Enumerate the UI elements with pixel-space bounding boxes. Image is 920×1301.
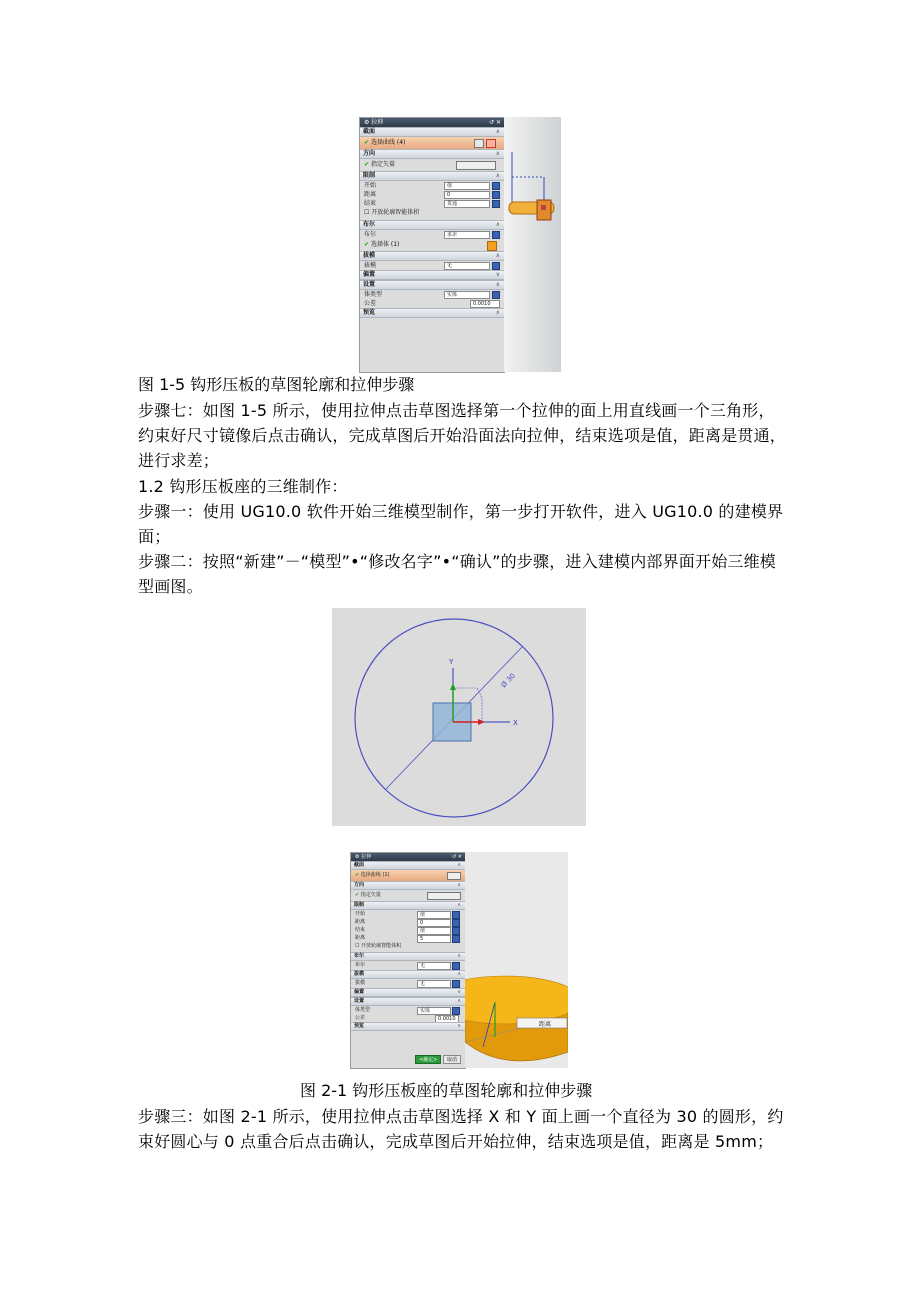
open-profile-row[interactable]: ☐ 开放轮廓智能体积 — [364, 209, 420, 216]
body-type-row[interactable]: 体类型 实体 — [360, 290, 504, 299]
select-curve-row[interactable]: ✔ 选择曲线 (4) — [360, 137, 504, 149]
paragraph-step3: 步骤三：如图 2-1 所示，使用拉伸点击草图选择 X 和 Y 面上画一个直径为 30 的圆形，约束好圆心与 0 点重合后点击确认，完成草图后开始拉伸，结束选项是值，距离是 5mm； — [138, 1107, 784, 1151]
figure-2-1 — [350, 852, 568, 1068]
specify-vector-row[interactable]: ✔ 指定矢量 — [360, 159, 504, 171]
figure-1-5 — [359, 117, 561, 372]
paragraph-step1: 步骤一：使用 UG10.0 软件开始三维模型制作，第一步打开软件，进入 UG10.0 的建模界面； — [138, 502, 784, 546]
extrude-dialog — [359, 117, 505, 373]
distance-popup-label: 距离 — [539, 1021, 552, 1028]
settings-header[interactable]: 设置 ∧ — [360, 280, 504, 290]
circle-sketch-figure — [332, 608, 586, 826]
disc-top — [465, 976, 568, 1024]
paragraph-step2: 步骤二：按照“新建”－“模型”•“修改名字”•“确认”的步骤，进入建模内部界面开始三维模型画图。 — [138, 552, 776, 596]
offset-header[interactable]: 偏置 ∨ — [360, 270, 504, 280]
ok-button[interactable]: <确定> — [415, 1055, 441, 1064]
dialog-buttons — [415, 1055, 461, 1064]
figure-2-1-caption: 图 2-1 钩形压板座的草图轮廓和拉伸步骤 — [300, 1081, 593, 1100]
model-preview — [504, 117, 561, 372]
boolean-header[interactable]: 布尔 ∧ — [360, 220, 504, 230]
curve-icon — [447, 872, 461, 880]
vector-icons[interactable] — [456, 161, 496, 170]
body-icon[interactable] — [487, 241, 497, 251]
boolean-row[interactable]: 布尔 求差 — [360, 230, 504, 239]
close-icon[interactable]: ↺ ✕ — [489, 119, 501, 126]
model-viewport-2[interactable] — [465, 852, 568, 1068]
preview-header[interactable]: 预览 ∧ — [360, 308, 504, 318]
axis-y-label: Y — [449, 658, 454, 666]
paragraph-step7: 步骤七：如图 1-5 所示，使用拉伸点击草图选择第一个拉伸的面上用直线画一个三角形，约束好尺寸镜像后点击确认，完成草图后开始沿面法向拉伸，结束选项是值，距离是贯通，进行求差； — [138, 401, 787, 470]
vector-icons — [427, 892, 461, 900]
end-row[interactable]: 结束 贯通 — [360, 199, 504, 208]
extrude-dialog-2: ⚙ 拉伸 ↺ ✕ 截面 ∧ ✔ 选择曲线 (1) 方向 ∧ ✔ 指定矢量 限制 ∧ 开始 值 距离 0 结束 值 距离 5 ☐ 开放轮廓智能体积 布尔 ∧ 布尔 无 拔模 ∧ 拔模 无 偏置 ∨ 设置 ∧ 体类型 实体 公差 0.0010 预览 ∨ <确定> 取消 — [350, 852, 466, 1069]
gear-icon[interactable]: ⚙ — [364, 119, 370, 126]
dialog-titlebar-2[interactable]: ⚙ 拉伸 ↺ ✕ — [351, 853, 465, 861]
disc-preview — [465, 852, 568, 1068]
heading-1-2: 1.2 钩形压板座的三维制作： — [138, 477, 348, 496]
gear-icon[interactable]: ⚙ — [355, 854, 360, 860]
start-row[interactable]: 开始 值 — [360, 181, 504, 190]
draft-row[interactable]: 拔模 无 — [360, 261, 504, 270]
close-icon[interactable]: ↺ ✕ — [452, 854, 462, 860]
sketch-icon[interactable] — [474, 139, 484, 148]
tolerance-row[interactable]: 公差 0.0010 — [360, 299, 504, 308]
axis-x-label: X — [513, 719, 518, 727]
select-body-row[interactable]: ✔ 选择体 (1) — [360, 239, 504, 251]
figure-1-5-caption: 图 1-5 钩形压板的草图轮廓和拉伸步骤 — [138, 375, 415, 394]
distance-row[interactable]: 距离 0 — [360, 190, 504, 199]
select-curve-row-2[interactable]: ✔ 选择曲线 (1) — [351, 870, 465, 881]
section-header[interactable]: 截面 ∧ — [360, 127, 504, 137]
check-icon: ✔ — [364, 139, 370, 146]
model-viewport[interactable] — [504, 117, 561, 372]
limits-header[interactable]: 限制 ∧ — [360, 171, 504, 181]
dimension-label: Ø 30 — [499, 671, 518, 690]
chevron-up-icon: ∧ — [495, 128, 500, 135]
curve-icon[interactable] — [486, 139, 496, 148]
cancel-button[interactable]: 取消 — [443, 1055, 461, 1064]
direction-header[interactable]: 方向 ∧ — [360, 149, 504, 159]
dropdown-icon — [492, 182, 500, 190]
draft-header[interactable]: 拔模 ∧ — [360, 251, 504, 261]
dialog-title: 拉伸 — [371, 119, 384, 126]
circle-sketch — [332, 608, 586, 826]
dialog-titlebar[interactable] — [360, 118, 504, 127]
